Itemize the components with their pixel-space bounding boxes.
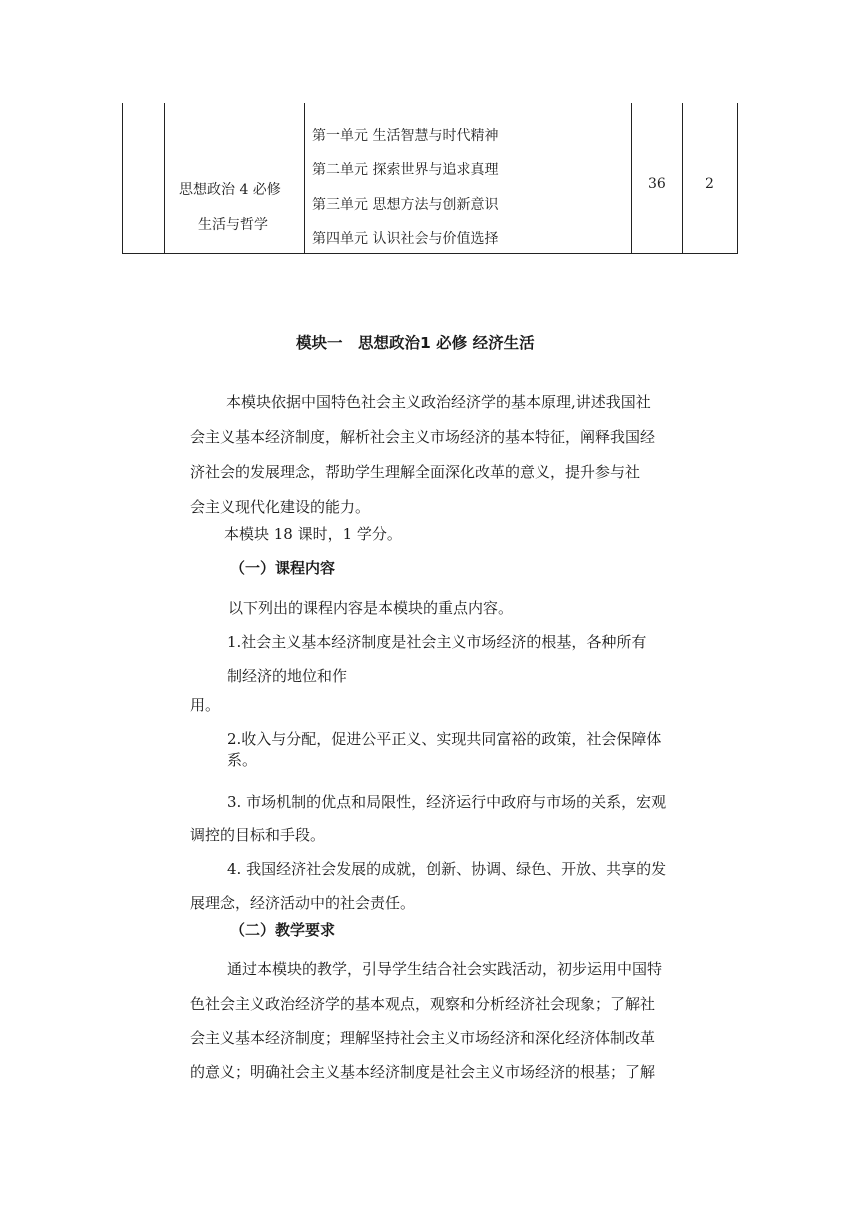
requirement-line: 色社会主义政治经济学的基本观点，观察和分析经济社会现象；了解社: [190, 995, 656, 1013]
unit-item: 第一单元 生活智慧与时代精神: [312, 128, 499, 144]
hours-credits-text: 本模块 18 课时，1 学分。: [224, 525, 402, 543]
list-item-2-line: 2.收入与分配，促进公平正义、实现共同富裕的政策，社会保障体: [227, 730, 662, 748]
requirement-line: 通过本模块的教学，引导学生结合社会实践活动，初步运用中国特: [227, 960, 663, 978]
unit-item: 第二单元 探索世界与追求真理: [312, 162, 499, 178]
hours-cell: 36: [648, 176, 666, 192]
course-name-line1: 思想政治 4 必修: [179, 182, 281, 198]
requirement-line: 会主义基本经济制度；理解坚持社会主义市场经济和深化经济体制改革: [190, 1029, 656, 1047]
module-title: 模块一 思想政治1 必修 经济生活: [296, 334, 535, 352]
list-item-4-line: 4. 我国经济社会发展的成就，创新、协调、绿色、开放、共享的发: [227, 860, 667, 878]
table-bottom-border: [122, 253, 738, 254]
list-item-3-line: 3. 市场机制的优点和局限性，经济运行中政府与市场的关系，宏观: [227, 793, 667, 811]
table-divider: [682, 103, 683, 254]
intro-line: 本模块依据中国特色社会主义政治经济学的基本原理,讲述我国社: [226, 393, 651, 411]
table-divider: [164, 103, 165, 254]
curriculum-table: [122, 103, 738, 254]
course-name-line2: 生活与哲学: [198, 217, 268, 233]
list-item-1-line: 1.社会主义基本经济制度是社会主义市场经济的根基，各种所有: [227, 633, 647, 651]
credits-cell: 2: [705, 176, 714, 192]
requirement-line: 的意义；明确社会主义基本经济制度是社会主义市场经济的根基；了解: [190, 1063, 656, 1081]
list-item-2-line: 系。: [227, 751, 258, 769]
section-lead: 以下列出的课程内容是本模块的重点内容。: [228, 599, 514, 617]
unit-item: 第四单元 认识社会与价值选择: [312, 231, 499, 247]
section-title: （一）课程内容: [230, 559, 336, 577]
table-border-left: [122, 103, 123, 254]
unit-item: 第三单元 思想方法与创新意识: [312, 197, 499, 213]
intro-line: 会主义现代化建设的能力。: [190, 498, 371, 516]
table-border-right: [737, 103, 738, 254]
intro-line: 会主义基本经济制度，解析社会主义市场经济的基本特征，阐释我国经: [190, 428, 656, 446]
section-title: （二）教学要求: [230, 921, 336, 939]
list-item-4-line: 展理念，经济活动中的社会责任。: [190, 894, 416, 912]
list-item-1-line: 制经济的地位和作: [227, 667, 348, 685]
list-item-1-line: 用。: [190, 696, 221, 714]
table-divider: [631, 103, 632, 254]
table-divider: [304, 103, 305, 254]
intro-line: 济社会的发展理念，帮助学生理解全面深化改革的意义，提升参与社: [190, 463, 641, 481]
list-item-3-line: 调控的目标和手段。: [190, 826, 326, 844]
